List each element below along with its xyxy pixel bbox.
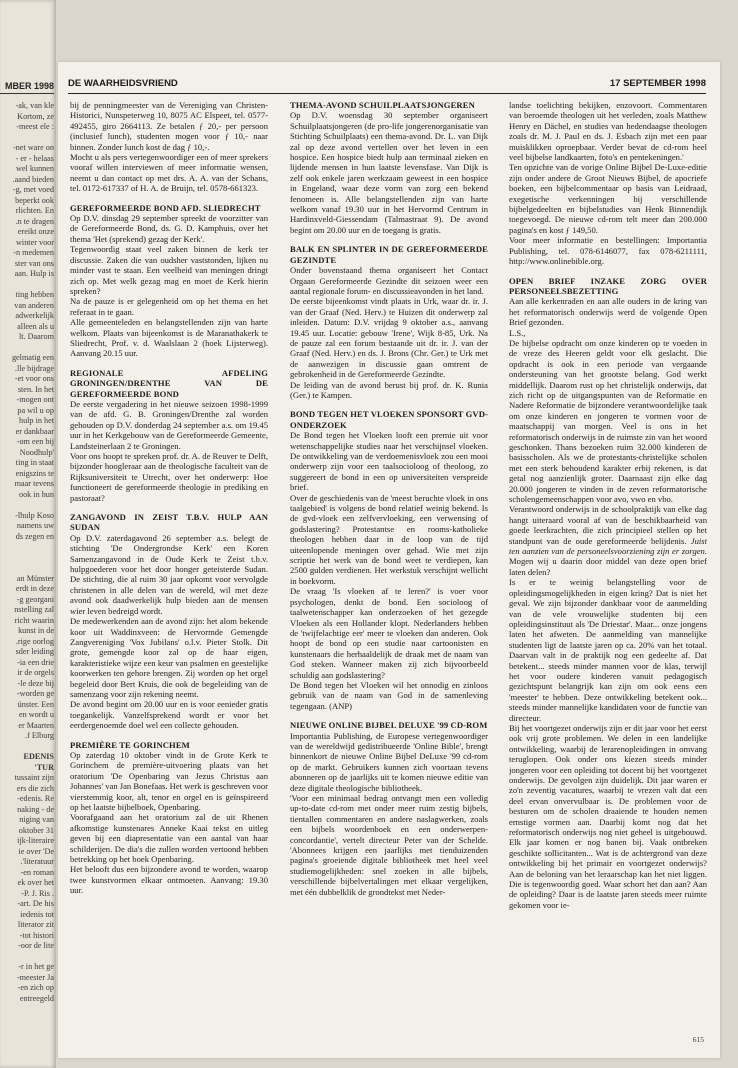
previous-page-line: n medemen-: [13, 248, 54, 257]
article-paragraph: Op zaterdag 10 oktober vindt in de Grote Kerk te Gorinchem de première-uitvoering plaats van het oratorium 'De Openbaring van Jezus Christus aan Johannes' van Jan Bonefaas. Het werk is geschreven voor vierstemmig koor, alt, tenor en orgel en is geïnspireerd op het laatste bijbelboek, Openbaring.: [70, 749, 268, 812]
previous-page-line: edenis. Re-: [17, 794, 54, 803]
previous-page-line: pa wil u op: [17, 405, 54, 415]
article-heading: THEMA-AVOND SCHUILPLAATSJONGEREN: [290, 100, 475, 110]
newspaper-page: [58, 62, 720, 1058]
previous-page-edge: [0, 0, 56, 1068]
previous-page-line: ijk-literaire: [17, 836, 54, 845]
article-paragraph: Tegenwoordig staat veel zaken binnen de kerk ter discussie. Zaken die van oudsher vaststonden, lijken nu minder vast te staan. Een veelheid van meningen dringt zich op. Met welk gezag mag en moet de Kerk hierin spreken?: [70, 244, 268, 296]
article-paragraph: Over de geschiedenis van de 'meest beruchte vloek in ons taalgebied' is volgens de bond relatief weinig bekend. Is de gvd-vloek een zelfvervloeking, een verwensing of godslastering? Protestantse en rooms-katholieke theologen hebben daar in de loop van de tijd uiteenlopende meningen over gehad. Wie met zijn scriptie het werk van de bond weet te verdiepen, kan 2500 gulden verdienen. Het werkstuk verschijnt wellicht in boekvorm.: [290, 492, 488, 586]
previous-page-line: richt waarin: [14, 615, 54, 625]
article-paragraph: Aan alle kerkenraden en aan alle ouders in de kring van het reformatorisch onderwijs werd de volgende Open Brief gezonden.: [509, 296, 707, 328]
article-paragraph: Alle gemeenteleden en belangstellenden zijn van harte welkom. Plaats van bijeenkomst is de Maranathakerk te Sliedrecht, Prof. v. d. Waalslaan 2 (hoek Lijsterweg). Aanvang 20.15 uur.: [70, 317, 268, 359]
article-paragraph: Op D.V. dinsdag 29 september spreekt de voorzitter van de Gereformeerde Bond, ds. G. D. Kamphuis, over het thema 'Het (sprekend) gezag der Kerk'.: [70, 213, 268, 244]
previous-page-line: mogen ont-: [16, 395, 54, 404]
article-paragraph: Bij het voortgezet onderwijs zijn er dit jaar voor het eerst ook vrij grote problemen. We delen in een landelijke ontwikkeling, waarbij de lerarenopleidingen in omvang teruglopen. Ook onder ons kiezen steeds minder jongeren voor een opleiding tot docent bij het voortgezet onderwijs. De gevolgen zijn duidelijk. Dit jaar waren er zo'n zeventig vacatures, waarbij te vrezen valt dat een deel ervan onvervulbaar is. De problemen voor de besturen om de scholen draaiende te houden nemen ernstige vormen aan. Daarbij komt nog dat het reformatorisch onderwijs nog niet geheel is uitgebouwd. Elk jaar komen er nog banen bij. Vaak ontbreken geschikte sollicitanten... Wat is de achtergrond van deze ontwikkeling bij het primair en voortgezet onderwijs? Aan de beloning van het leraarschap kan het niet liggen. Die is tegenwoordig goed. Waar schort het dan aan? Aan de opleiding? Daar is de laatste jaren steeds meer ruimte gekomen voor ie-: [509, 722, 707, 910]
previous-page-line: tot histori-: [19, 930, 54, 940]
previous-page-line: 31 oktober: [18, 825, 54, 835]
previous-page-line: rige oorlog.: [15, 636, 54, 646]
previous-page-line: f Elburg.: [25, 731, 54, 740]
previous-page-line: art. De his-: [17, 899, 54, 908]
previous-page-line: van anderen: [14, 300, 54, 310]
previous-page-line: sder leiding: [15, 647, 54, 656]
previous-page-line: oor de lite-: [18, 941, 54, 950]
previous-page-line: ak, van kle-: [15, 101, 54, 110]
article-paragraph: [509, 504, 707, 577]
previous-page-line: enigszins te: [15, 468, 54, 478]
previous-page-line: ir de orgels: [17, 668, 54, 677]
previous-page-line: winter voor: [16, 237, 54, 247]
previous-page-line: n te dragen.: [15, 216, 54, 226]
previous-page-line: aan. Hulp is: [14, 269, 54, 278]
previous-page-line: sten. In het: [17, 384, 54, 394]
article-paragraph: 'Voor een minimaal bedrag ontvangt men een volledig up-to-date cd-rom met onder meer ruim zestig bijbels, tientallen commentaren en andere naslagwerken, zoals een bijbels woordenboek en een onderwerpen-concordantie', vertelt directeur Peter van der Schelde. 'Abonnees krijgen een jaarlijks met tienduizenden pagina's groeiende digitale bibliotheek met heel veel studiemogelijkheden: snel zoeken in alle bijbels, verschillende bijbelvertalingen met elkaar vergelijken, met één dubbelklik de grondtekst met Neder-: [290, 793, 488, 897]
previous-page-line: erdt in deze: [15, 584, 54, 593]
previous-page-line: [0, 563, 54, 574]
previous-page-line: kunst in de: [18, 626, 54, 635]
article-paragraph: Het belooft dus een bijzondere avond te worden, waarop twee kunstvormen elkaar ontmoeten. Aanvang: 19.30 uur.: [70, 864, 268, 896]
article-paragraph: Ten opzichte van de vorige Online Bijbel De-Luxe-editie zijn onder andere de Groot Nieuws Bijbel, de apocriefe boeken, een bijbelcommentaar op basis van Leidraad, exegetische verkenningen bij verschillende bijbelgedeelten en bijbelstudies van Henk Binnendijk toegevoegd. De nieuwe cd-rom telt meer dan 200.000 pagina's en kost ƒ 149,50.: [509, 162, 707, 235]
previous-page-line: EDENIS: [23, 752, 54, 761]
previous-page-line: naking - de: [17, 804, 54, 814]
article-paragraph: De medewerkenden aan de avond zijn: het alom bekende koor uit Waddinxveen: de Hervormde Gemengde Zangvereniging 'Vox Jubilans' o.l.v. Pieter Stolk. Dit grote, gemengde koor zal op de haar eigen, karakteristieke wijze een keur van psalmen en geestelijke koorwerken ten gehore brengen. Zij worden op het orgel begeleid door Bert Kruis, die ook de begeleiding van de samenzang voor zijn rekening neemt.: [70, 616, 268, 699]
emphasized-text: Juist ten aanzien van de personeelsvoorziening zijn er zorgen.: [509, 535, 707, 557]
previous-page-line: g georgani-: [16, 594, 54, 604]
previous-page-line: aand bieden.: [12, 174, 54, 184]
previous-page-line: adwerkelijk: [15, 311, 54, 320]
previous-page-line: en roman-: [20, 867, 54, 877]
publication-title: DE WAARHEIDSVRIEND: [68, 78, 178, 89]
article-paragraph: Importantia Publishing, de Europese vertegenwoordiger van de wereldwijd gedistribueerde 'Online Bible', brengt binnenkort de nieuwe Online Bijbel DeLuxe '99 cd-rom op de markt. Gebruikers kunnen zich voortaan tevens abonneren op de jaarlijks uit te komen nieuwe editie van deze digitale theologische bibliotheek.: [290, 730, 488, 793]
previous-page-line: le deze bij-: [17, 678, 54, 688]
previous-page-line: wel kunnen: [16, 164, 54, 173]
previous-page-line: ers die zich: [16, 783, 54, 793]
previous-page-line: ting in staat: [15, 458, 54, 467]
running-header: [58, 78, 720, 92]
previous-page-line: [0, 742, 54, 753]
previous-page-line: ek over het: [17, 878, 54, 887]
article-paragraph: De eerste vergadering in het nieuwe seizoen 1998-1999 van de afd. G. B. Groningen/Drenthe zal worden gehouden op D.V. donderdag 24 september a.s. om 19.45 uur in het Kerkgebouw van de Gereformeerde Gemeente, Landsteinerlaan 2 te Groningen.: [70, 398, 268, 451]
previous-page-line: meester Ja-: [16, 972, 54, 982]
article-paragraph: Op D.V. woensdag 30 september organiseert Schuilplaatsjongeren (de pro-life jongerenorganisatie van Stichting Schuilplaats) een thema-avond. Dr. L. van Dijk zal op deze avond vertellen over het leven in een hospice. Een hospice biedt hulp aan terminaal zieken en lijdende mensen in hun laatste levensfase. Van Dijk is zelf ook enkele jaren werkzaam geweest in een hospice in Engeland, waar deze vorm van zorg een bekend fenomeen is. Alle belangstellenden zijn van harte welkom vanaf 19.30 uur in het Hervormd Centrum in Hardinxveld-Giessendam (Talmastraat 9). De avond begint om 20.00 uur en de toegang is gratis.: [290, 110, 488, 235]
previous-page-line: [0, 952, 54, 963]
previous-page-line: lhulp Koso-: [15, 510, 54, 520]
previous-page-line: entreegeld: [19, 993, 54, 1003]
previous-page-line: worden ge-: [16, 689, 54, 698]
article-heading: NIEUWE ONLINE BIJBEL DELUXE '99 CD-ROM: [290, 720, 488, 731]
previous-page-line: r in het ge-: [18, 962, 54, 971]
article-heading: ZANGAVOND IN ZEIST T.B.V. HULP AAN SUDAN: [70, 512, 268, 533]
column-3: [509, 100, 707, 1040]
previous-page-line: en wordt u: [18, 710, 54, 719]
previous-page-line: hulp in het: [18, 416, 54, 425]
article-paragraph: Op D.V. zaterdagavond 26 september a.s. belegt de stichting 'De Ondergrondse Kerk' een Koren Samenzangavond in de Oude Kerk te Zeist t.b.v. hulpgoederen voor het door honger geteisterde Sudan. De stichting, die al ruim 30 jaar opkomt voor vervolgde christenen in alle delen van de wereld, wil met deze avond ook daadwerkelijk hulp bieden aan de mensen wier leven bedreigd wordt.: [70, 532, 268, 616]
previous-page-line: literatuur'.: [20, 857, 54, 866]
article-paragraph: De bijbelse opdracht om onze kinderen op te voeden in de vreze des Heeren geldt voor elk geslacht. Die opdracht is ook in een periode van vergaande ondersteuning van het grootste belang. God werkt middellijk. Daarom rust op het christelijk onderwijs, dat zich richt op de uitgangspunten van de Reformatie en Nadere Reformatie de bijzondere verantwoordelijke taak om onze kinderen en jongeren te vormen voor de maatschappij van morgen. Veel is ons in het reformatorisch onderwijs in de ruimste zin van het woord geschonken. Thans bezoeken ruim 32.000 kinderen de basisscholen. Als we de protestants-christelijke scholen met een sterk behoudend karakter erbij rekenen, is dat getal nog aanzienlijk groter. Daarnaast zijn elke dag 20.000 jongeren te vinden in de zeven reformatorische scholengemeenschappen voor avo, vwo en vbo.: [509, 337, 707, 505]
column-1: [70, 100, 268, 1040]
previous-page-line: [0, 542, 54, 553]
previous-page-line: ster van ons: [14, 258, 54, 268]
previous-page-line: ook in hun: [18, 489, 54, 499]
article-paragraph: bij de penningmeester van de Vereniging van Christen-Historici, Nunspeterweg 10, 8075 AC Elspeet, tel. 0577-492455, giro 2664113. Ze betalen ƒ 20,- per persoon (inclusief lunch), studenten mogen voor ƒ 10,- naar binnen. Zonder lunch kost de dag ƒ 10,-.: [70, 100, 268, 152]
previous-page-line: beperkt ook: [15, 195, 54, 205]
previous-page-line: g, met voed-: [12, 185, 54, 194]
previous-page-line: om een bij-: [16, 437, 54, 446]
previous-page-line: lle bijdrage.: [14, 363, 54, 373]
previous-page-line: lt. Daarom: [18, 332, 54, 341]
article-paragraph: Onder bovenstaand thema organiseert het Contact Orgaan Gereformeerde Gezindte dit seizoen weer een aantal regionale forum- en discussieavonden in het land.: [290, 265, 488, 296]
column-2: [290, 100, 488, 1040]
previous-page-line: [0, 280, 54, 291]
article-paragraph: Is er te weinig belangstelling voor de opleidingsmogelijkheden in eigen kring? Dat is niet het geval. We zijn bijzonder dankbaar voor de aanmelding van de vele vrouwelijke studenten bij een opleidingsinstituut als 'De Driestar'. Maar... onze jongens laten het afweten. De aanmelding van mannelijke studenten ligt de laatste jaren op ca. 20% van het totaal. Daarvan valt in de praktijk nog een gedeelte af. Dat betekent... steeds minder mannen voor de klas, terwijl het voor oudere kinderen vanuit pedagogisch gezichtspunt belangrijk kan zijn om ook eens een 'meester' te hebben. Deze ontwikkeling betekent ook... steeds minder mannelijke kandidaten voor de functie van directeur.: [509, 577, 707, 723]
article-paragraph: De leiding van de avond berust bij prof. dr. K. Runia (Ger.) te Kampen.: [290, 379, 488, 400]
previous-page-line: an Münster: [16, 573, 54, 583]
previous-page-line: TUR': [34, 762, 54, 772]
previous-page-line: tussaint zijn: [14, 773, 54, 782]
previous-page-line: rlichten. En: [15, 206, 54, 215]
previous-page-line: : meest ele-: [16, 122, 54, 131]
previous-page-line: [0, 500, 54, 511]
previous-page-line: . P. J. Ris-: [21, 888, 54, 898]
previous-page-rule: [0, 93, 54, 94]
publication-date: 17 SEPTEMBER 1998: [609, 78, 706, 89]
article-paragraph: De Bond tegen het Vloeken looft een premie uit voor wetenschappelijke studies naar het verschijnsel vloeken. De ontwikkeling van de verdoemenisvloek zou een mooi onderwerp zijn voor een taalsocioloog of theoloog, zo suggereert de bond in een op universiteiten verspreide brief.: [290, 430, 488, 493]
article-paragraph: De vraag 'Is vloeken af te leren?' is voer voor psychologen, denkt de bond. Een socioloog of taalwetenschapper kan onderzoeken of het gezegde Vloeken als een Hollander klopt. Nederlanders hebben de 'twijfelachtige eer' meer te vloeken dan anderen. Ook hoopt de bond op een studie naar cartoonisten en kunstenaars die herhaaldelijk de draak met de naam van God steken. Wanneer maken zij zich bijvoorbeeld schuldig aan godslastering?: [290, 586, 488, 680]
article-paragraph: Voorafgaand aan het oratorium zal de uit Rhenen afkomstige kunstenares Anneke Kaai tekst en uitleg geven bij een diapresentatie van een aantal van haar schilderijen. De dia's die zullen worden vertoond hebben betrekking op het boek Openbaring.: [70, 812, 268, 865]
previous-page-line: alleen als u: [17, 321, 54, 331]
article-paragraph: Na de pauze is er gelegenheid om op het thema en het referaat in te gaan.: [70, 296, 268, 317]
previous-page-line: namens uw: [16, 521, 54, 530]
paragraph-text: Verantwoord onderwijs in de schoolpraktijk van elke dag hangt uiteraard vooral af van de beschikbaarheid van goede leerkrachten, die zich principieel stellen op het standpunt van de oude gereformeerde belijdenis.: [509, 504, 707, 546]
previous-page-line: literator zit: [17, 920, 54, 929]
article-paragraph: Voor meer informatie en bestellingen: Importantia Publishing, tel. 078-6146077, fax 078-6211111, http://www.onlinebible.org.: [509, 235, 707, 267]
previous-page-line: ting hebben: [15, 290, 54, 299]
paragraph-text: Mogen wij u daarin door middel van deze open brief laten delen?: [509, 556, 707, 577]
article-heading: PREMIÈRE TE GORINCHEM: [70, 739, 190, 750]
article-paragraph: Voor ons hoopt te spreken prof. dr. A. de Reuver te Delft, bijzonder hoogleraar aan de theologische faculteit van de Rijksuniversiteit te Utrecht, over het onderwerp: Hoe functioneert de gereformeerde theologie in prediking en pastoraat?: [70, 451, 268, 503]
article-heading: BALK EN SPLINTER IN DE GEREFORMEERDE GEZINDTE: [290, 244, 488, 265]
article-paragraph: Mocht u als pers vertegenwoordiger een of meer sprekers vooraf willen interviewen of meer informatie wensen, neemt u dan contact op met drs. A. A. van der Schans, tel. 0172-617337 of H. A. de Bruijn, tel. 0578-661323.: [70, 152, 268, 194]
previous-page-line: maar tevens: [14, 479, 54, 488]
previous-page-line: [0, 133, 54, 144]
article-paragraph: De eerste bijeenkomst vindt plaats in Urk, waar dr. ir. J. van der Graaf (Ned. Herv.) te Huizen dit onderwerp zal inleiden. Datum: D.V. vrijdag 9 oktober a.s., aanvang 19.45 uur. Locatie: gebouw 'Irene', Wijk 8-85, Urk. Na de pauze zal een forum bestaande uit dr. ir. J. van der Graaf (Ned. Herv.) en ds. J. Brons (Chr. Ger.) te Urk met de aanwezigen in discussie gaan omtrent de gebrokenheid in de Gereformeerde Gezindte.: [290, 296, 488, 380]
previous-page-line: ünster. Een: [17, 699, 54, 709]
previous-page-line: er dankbaar: [15, 426, 54, 436]
previous-page-line: er - helaas -: [15, 153, 54, 163]
article-paragraph: De Bond tegen het Vloeken wil het onnodig en zinloos gebruik van de naam van God in de samenleving tegengaan. (ANP): [290, 679, 488, 711]
previous-page-line: net ware on-: [13, 143, 54, 152]
previous-page-line: [0, 553, 54, 564]
article-paragraph: De avond begint om 20.00 uur en is voor eenieder gratis toegankelijk. Vanzelfsprekend wordt er voor het eerdergenoemde doel wel een collecte gehouden.: [70, 699, 268, 731]
previous-page-line: nstelling zal: [14, 605, 54, 614]
article-heading: OPEN BRIEF INZAKE ZORG OVER PERSONEELSBEZETTING: [509, 275, 707, 296]
previous-page-line: iedenis tot: [20, 909, 54, 919]
previous-page-line: et voor ons-: [14, 374, 54, 383]
header-rule: [68, 93, 706, 94]
previous-page-line: Kortom, ze: [17, 111, 54, 121]
previous-page-line: en zich op-: [17, 983, 54, 992]
article-heading: BOND TEGEN HET VLOEKEN SPONSORT GVD-ONDERZOEK: [290, 409, 488, 430]
previous-page-line: ie over 'De: [18, 846, 54, 856]
previous-page-line: ds zegen en: [15, 531, 54, 541]
previous-page-line: [0, 343, 54, 354]
article-paragraph: landse toelichting bekijken, enzovoort. Commentaren van beroemde theologen uit het verleden, zoals Matthew Henry en Dächel, en studies van hedendaagse theologen zoals dr. M. J. Paul en ds. J. Esbach zijn met een paar muisklikken oproepbaar. Verder bevat de cd-rom heel veel bijbelse landkaarten, foto's en pentekeningen.': [509, 100, 707, 163]
article-heading: GEREFORMEERDE BOND AFD. SLIEDRECHT: [70, 202, 261, 213]
previous-page-line: gelmatig een: [11, 353, 54, 362]
article-paragraph: L.S.,: [509, 327, 526, 338]
previous-page-line: er Maarten: [18, 720, 54, 730]
previous-page-column: [0, 101, 54, 1061]
previous-page-header: MBER 1998: [4, 81, 54, 91]
previous-page-line: niging van: [19, 815, 54, 824]
page-number: 615: [692, 1035, 704, 1044]
previous-page-line: ereikt onze: [17, 227, 54, 236]
article-heading: REGIONALE AFDELING GRONINGEN/DRENTHE VAN DE GEREFORMEERDE BOND: [70, 367, 268, 399]
previous-page-line: 'Noodhulp: [19, 447, 54, 457]
previous-page-line: ia een drie-: [17, 657, 54, 667]
